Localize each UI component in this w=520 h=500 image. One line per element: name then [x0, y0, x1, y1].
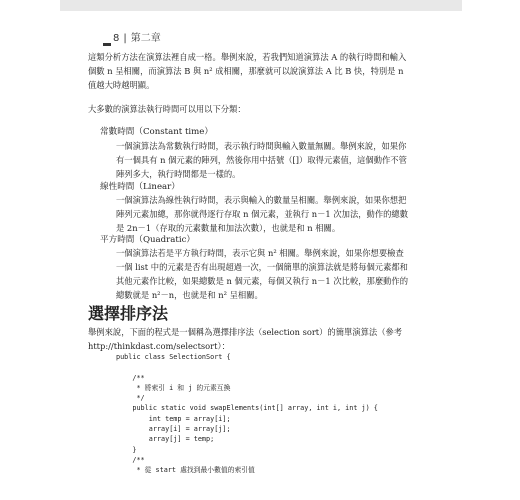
code-line: */: [116, 394, 145, 403]
code-line: public class SelectionSort {: [116, 353, 231, 361]
quadratic-time-heading: 平方時間（Quadratic）: [100, 235, 196, 245]
code-line: * 將索引 i 和 j 的元素互換: [116, 383, 231, 392]
code-line: * 從 start 處找到最小數值的索引值: [116, 466, 255, 475]
code-line: }: [116, 445, 137, 454]
categories-intro: 大多數的演算法執行時間可以用以下分類：: [88, 104, 246, 114]
page-header: [113, 29, 165, 44]
constant-time-heading: 常數時間（Constant time）: [100, 127, 213, 137]
code-line: array[i] = array[j];: [116, 425, 231, 434]
constant-time-body: 一個演算法為常數執行時間，表示執行時間與輸入數量無關。舉例來說，如果你有一個具有 n 個元素的陣列，然後你用中括號（[]）取得元素值，這個動作不管陣列多大，執行時間都是一樣的。: [116, 141, 407, 180]
code-block: [116, 352, 378, 476]
header-rule: [103, 43, 111, 46]
code-line: /**: [116, 373, 145, 382]
quadratic-time-body: 一個演算法若是平方執行時間，表示它與 n² 相關。舉例來說，如果你想要檢查一個 list 中的元素是否有出現超過一次，一個簡單的演算法就是將每個元素都和其他元素作比較，如果總數是 n 個元素，每個又執行 n－1 次比較，那麼動作的總數就是 n²－n，也就是和 n² 呈相關。: [116, 248, 409, 301]
linear-time-heading: 線性時間（Linear）: [100, 182, 180, 192]
code-line: /**: [116, 455, 145, 464]
top-gray-bar: [60, 0, 462, 11]
linear-time-body: 一個演算法為線性執行時間，表示與輸入的數量呈相關。舉例來說，如果你想把陣列元素加總，那你就得逐行存取 n 個元素，並執行 n－1 次加法，動作的總數是 2n－1（存取的元素數量和加法次數），也就是和 n 相關。: [116, 195, 409, 234]
section-title: 選擇排序法: [88, 304, 169, 323]
code-line: array[j] = temp;: [116, 435, 215, 444]
chapter-title: 第二章: [130, 33, 161, 44]
intro-paragraph: 這類分析方法在演算法裡自成一格。舉例來說，若我們知道演算法 A 的執行時間和輸入個數 n 呈相關，而演算法 B 與 n² 成相關，那麼就可以說演算法 A 比 B 快，特別是 n 值越大時越明顯。: [88, 52, 407, 91]
page-number: 8: [113, 33, 120, 44]
code-line: public static void swapElements(int[] array, int i, int j) {: [116, 404, 378, 413]
section-intro: 舉例來說，下面的程式是一個稱為選擇排序法（selection sort）的簡單演算法（參考 http://thinkdast.com/selectsort）：: [88, 327, 403, 352]
header-separator: |: [123, 33, 127, 44]
code-line: int temp = array[i];: [116, 414, 231, 423]
